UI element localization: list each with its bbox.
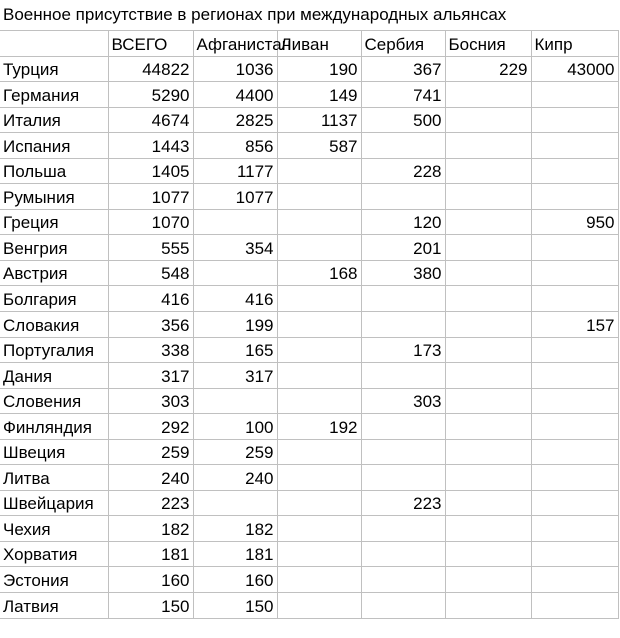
- value-cell[interactable]: [531, 184, 618, 210]
- value-cell[interactable]: 240: [193, 465, 277, 491]
- country-cell[interactable]: Болгария: [0, 286, 108, 312]
- value-cell[interactable]: 150: [108, 593, 193, 619]
- country-cell[interactable]: Турция: [0, 56, 108, 82]
- table-row: [0, 363, 618, 389]
- value-cell[interactable]: [445, 388, 531, 414]
- value-cell[interactable]: 1177: [193, 158, 277, 184]
- value-cell[interactable]: [277, 312, 361, 338]
- value-cell[interactable]: 1443: [108, 133, 193, 159]
- value-cell[interactable]: 160: [193, 567, 277, 593]
- value-cell[interactable]: [361, 133, 445, 159]
- table-row: [0, 439, 618, 465]
- country-cell[interactable]: Испания: [0, 133, 108, 159]
- value-cell[interactable]: [445, 541, 531, 567]
- value-cell[interactable]: 150: [193, 593, 277, 619]
- value-cell[interactable]: 223: [108, 490, 193, 516]
- table-row: [0, 56, 618, 82]
- value-cell[interactable]: 181: [193, 541, 277, 567]
- header-cell-empty[interactable]: [0, 31, 108, 57]
- value-cell[interactable]: 228: [361, 158, 445, 184]
- value-cell[interactable]: [531, 235, 618, 261]
- value-cell[interactable]: [277, 184, 361, 210]
- value-cell[interactable]: [277, 209, 361, 235]
- value-cell[interactable]: [445, 465, 531, 491]
- value-cell[interactable]: 317: [108, 363, 193, 389]
- value-cell[interactable]: 44822: [108, 56, 193, 82]
- value-cell[interactable]: [445, 82, 531, 108]
- sheet-title: Военное присутствие в регионах при международных альянсах: [3, 5, 507, 24]
- value-cell[interactable]: [277, 516, 361, 542]
- column-header[interactable]: Кипр: [531, 31, 618, 57]
- value-cell[interactable]: [531, 490, 618, 516]
- column-header[interactable]: ВСЕГО: [108, 31, 193, 57]
- value-cell[interactable]: [445, 414, 531, 440]
- value-cell[interactable]: [361, 593, 445, 619]
- value-cell[interactable]: 1405: [108, 158, 193, 184]
- value-cell[interactable]: [277, 235, 361, 261]
- table-row: [0, 312, 618, 338]
- value-cell[interactable]: [531, 158, 618, 184]
- value-cell[interactable]: 182: [193, 516, 277, 542]
- value-cell[interactable]: 190: [277, 56, 361, 82]
- value-cell[interactable]: 259: [108, 439, 193, 465]
- value-cell[interactable]: [445, 209, 531, 235]
- country-cell[interactable]: Португалия: [0, 337, 108, 363]
- value-cell[interactable]: 120: [361, 209, 445, 235]
- value-cell[interactable]: 587: [277, 133, 361, 159]
- table-row: [0, 184, 618, 210]
- value-cell[interactable]: 240: [108, 465, 193, 491]
- value-cell[interactable]: 201: [361, 235, 445, 261]
- value-cell[interactable]: [445, 286, 531, 312]
- value-cell[interactable]: [361, 363, 445, 389]
- value-cell[interactable]: 182: [108, 516, 193, 542]
- value-cell[interactable]: 192: [277, 414, 361, 440]
- value-cell[interactable]: [193, 388, 277, 414]
- value-cell[interactable]: 1036: [193, 56, 277, 82]
- value-cell[interactable]: 367: [361, 56, 445, 82]
- value-cell[interactable]: [531, 541, 618, 567]
- value-cell[interactable]: 950: [531, 209, 618, 235]
- value-cell[interactable]: [445, 312, 531, 338]
- value-cell[interactable]: [277, 388, 361, 414]
- value-cell[interactable]: [193, 260, 277, 286]
- value-cell[interactable]: [277, 439, 361, 465]
- header-row: [0, 31, 618, 57]
- value-cell[interactable]: [445, 107, 531, 133]
- data-table: [0, 30, 619, 619]
- value-cell[interactable]: 4400: [193, 82, 277, 108]
- table-row: [0, 107, 618, 133]
- country-cell[interactable]: Германия: [0, 82, 108, 108]
- value-cell[interactable]: [531, 439, 618, 465]
- value-cell[interactable]: 100: [193, 414, 277, 440]
- value-cell[interactable]: 380: [361, 260, 445, 286]
- value-cell[interactable]: [277, 286, 361, 312]
- value-cell[interactable]: 229: [445, 56, 531, 82]
- value-cell[interactable]: 555: [108, 235, 193, 261]
- value-cell[interactable]: 338: [108, 337, 193, 363]
- value-cell[interactable]: 199: [193, 312, 277, 338]
- value-cell[interactable]: [531, 516, 618, 542]
- value-cell[interactable]: [531, 414, 618, 440]
- value-cell[interactable]: [445, 184, 531, 210]
- table-row: [0, 235, 618, 261]
- value-cell[interactable]: 1077: [108, 184, 193, 210]
- value-cell[interactable]: [531, 363, 618, 389]
- value-cell[interactable]: [361, 414, 445, 440]
- value-cell[interactable]: [277, 490, 361, 516]
- value-cell[interactable]: [361, 312, 445, 338]
- value-cell[interactable]: 173: [361, 337, 445, 363]
- country-cell[interactable]: Австрия: [0, 260, 108, 286]
- country-cell[interactable]: Венгрия: [0, 235, 108, 261]
- value-cell[interactable]: [361, 567, 445, 593]
- value-cell[interactable]: [277, 465, 361, 491]
- value-cell[interactable]: 1070: [108, 209, 193, 235]
- value-cell[interactable]: [277, 541, 361, 567]
- value-cell[interactable]: [531, 567, 618, 593]
- value-cell[interactable]: 259: [193, 439, 277, 465]
- value-cell[interactable]: [361, 286, 445, 312]
- value-cell[interactable]: [445, 490, 531, 516]
- value-cell[interactable]: 149: [277, 82, 361, 108]
- table-row: [0, 567, 618, 593]
- value-cell[interactable]: [445, 260, 531, 286]
- value-cell[interactable]: [277, 337, 361, 363]
- value-cell[interactable]: [445, 133, 531, 159]
- country-cell[interactable]: Дания: [0, 363, 108, 389]
- value-cell[interactable]: [361, 465, 445, 491]
- table-row: [0, 133, 618, 159]
- table-row: [0, 82, 618, 108]
- value-cell[interactable]: [531, 286, 618, 312]
- value-cell[interactable]: [445, 593, 531, 619]
- value-cell[interactable]: [445, 439, 531, 465]
- country-cell[interactable]: Швеция: [0, 439, 108, 465]
- country-cell[interactable]: Швейцария: [0, 490, 108, 516]
- value-cell[interactable]: 356: [108, 312, 193, 338]
- value-cell[interactable]: [193, 209, 277, 235]
- table-row: [0, 286, 618, 312]
- value-cell[interactable]: [361, 439, 445, 465]
- value-cell[interactable]: [531, 82, 618, 108]
- value-cell[interactable]: [531, 107, 618, 133]
- value-cell[interactable]: 181: [108, 541, 193, 567]
- value-cell[interactable]: [445, 516, 531, 542]
- country-cell[interactable]: Польша: [0, 158, 108, 184]
- country-cell[interactable]: Латвия: [0, 593, 108, 619]
- value-cell[interactable]: [361, 541, 445, 567]
- table-row: [0, 209, 618, 235]
- value-cell[interactable]: [277, 567, 361, 593]
- value-cell[interactable]: [531, 388, 618, 414]
- table-row: [0, 337, 618, 363]
- table-row: [0, 158, 618, 184]
- value-cell[interactable]: [361, 184, 445, 210]
- value-cell[interactable]: 5290: [108, 82, 193, 108]
- country-cell[interactable]: Чехия: [0, 516, 108, 542]
- value-cell[interactable]: 416: [108, 286, 193, 312]
- value-cell[interactable]: 223: [361, 490, 445, 516]
- value-cell[interactable]: 292: [108, 414, 193, 440]
- country-cell[interactable]: Хорватия: [0, 541, 108, 567]
- value-cell[interactable]: 303: [108, 388, 193, 414]
- table-row: [0, 465, 618, 491]
- value-cell[interactable]: [277, 158, 361, 184]
- country-cell[interactable]: Италия: [0, 107, 108, 133]
- value-cell[interactable]: [445, 235, 531, 261]
- country-cell[interactable]: Финляндия: [0, 414, 108, 440]
- column-header[interactable]: Босния: [445, 31, 531, 57]
- value-cell[interactable]: 548: [108, 260, 193, 286]
- country-cell[interactable]: Греция: [0, 209, 108, 235]
- column-header[interactable]: Ливан: [277, 31, 361, 57]
- value-cell[interactable]: [445, 337, 531, 363]
- value-cell[interactable]: 500: [361, 107, 445, 133]
- value-cell[interactable]: [277, 593, 361, 619]
- country-cell[interactable]: Словакия: [0, 312, 108, 338]
- table-row: [0, 593, 618, 619]
- value-cell[interactable]: 1077: [193, 184, 277, 210]
- value-cell[interactable]: 317: [193, 363, 277, 389]
- value-cell[interactable]: [361, 516, 445, 542]
- value-cell[interactable]: [445, 158, 531, 184]
- value-cell[interactable]: 1137: [277, 107, 361, 133]
- value-cell[interactable]: 157: [531, 312, 618, 338]
- table-row: [0, 516, 618, 542]
- value-cell[interactable]: [531, 133, 618, 159]
- value-cell[interactable]: [445, 363, 531, 389]
- value-cell[interactable]: 165: [193, 337, 277, 363]
- value-cell[interactable]: 354: [193, 235, 277, 261]
- value-cell[interactable]: [531, 465, 618, 491]
- country-cell[interactable]: Румыния: [0, 184, 108, 210]
- column-header[interactable]: Сербия: [361, 31, 445, 57]
- value-cell[interactable]: 168: [277, 260, 361, 286]
- value-cell[interactable]: 741: [361, 82, 445, 108]
- table-row: [0, 388, 618, 414]
- column-header[interactable]: Афганистан: [193, 31, 277, 57]
- table-row: [0, 414, 618, 440]
- value-cell[interactable]: 160: [108, 567, 193, 593]
- value-cell[interactable]: [193, 490, 277, 516]
- table-row: [0, 490, 618, 516]
- value-cell[interactable]: [531, 337, 618, 363]
- value-cell[interactable]: 856: [193, 133, 277, 159]
- value-cell[interactable]: 2825: [193, 107, 277, 133]
- country-cell[interactable]: Литва: [0, 465, 108, 491]
- value-cell[interactable]: [445, 567, 531, 593]
- value-cell[interactable]: 303: [361, 388, 445, 414]
- value-cell[interactable]: 416: [193, 286, 277, 312]
- value-cell[interactable]: 43000: [531, 56, 618, 82]
- value-cell[interactable]: [531, 593, 618, 619]
- country-cell[interactable]: Эстония: [0, 567, 108, 593]
- country-cell[interactable]: Словения: [0, 388, 108, 414]
- value-cell[interactable]: 4674: [108, 107, 193, 133]
- value-cell[interactable]: [531, 260, 618, 286]
- table-row: [0, 541, 618, 567]
- table-row: [0, 260, 618, 286]
- value-cell[interactable]: [277, 363, 361, 389]
